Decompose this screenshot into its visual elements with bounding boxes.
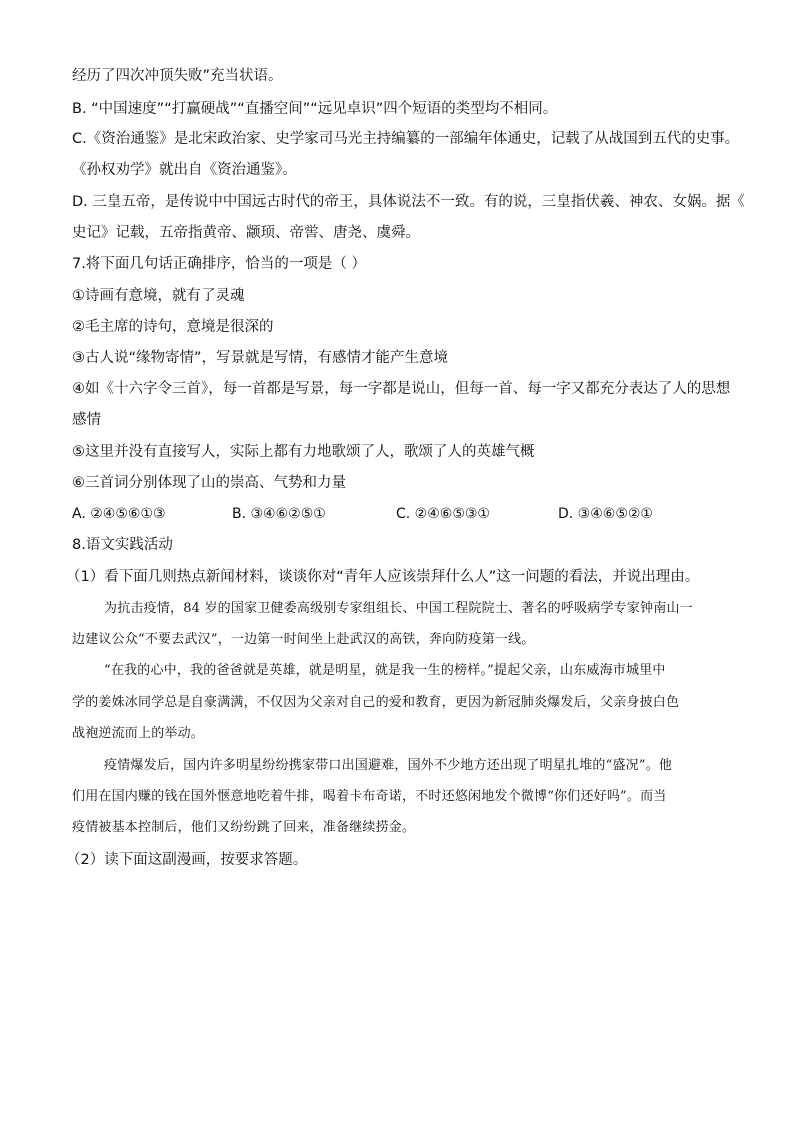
- q8-part1-prompt: （1）看下面几则热点新闻材料，谈谈你对“青年人应该崇拜什么人”这一问题的看法，并说出理由。: [66, 569, 700, 585]
- news-2-line1: “在我的心中，我的爸爸就是英雄，就是明星，就是我一生的榜样。”提起父亲，山东威海市城里中: [104, 663, 666, 678]
- q7-sentence-3: ③古人说“缘物寄情”，写景就是写情，有感情才能产生意境: [72, 350, 449, 366]
- q7-sentence-2: ②毛主席的诗句，意境是很深的: [72, 319, 274, 335]
- q7-option-a: A. ②④⑤⑥①③: [72, 506, 166, 522]
- q8-part2-prompt: （2）读下面这副漫画，按要求答题。: [66, 852, 308, 868]
- q7-sentence-4-line2: 感情: [72, 412, 101, 428]
- q7-options: [72, 505, 732, 523]
- news-1-line2: 边建议公众“不要去武汉”，一边第一时间坐上赴武汉的高铁，奔向防疫第一线。: [72, 632, 535, 647]
- q7-option-c: C. ②④⑥⑤③①: [396, 506, 490, 522]
- news-3-line3: 疫情被基本控制后，他们又纷纷跳了回来，准备继续捞金。: [72, 820, 416, 835]
- q7-sentence-4-line1: ④如《十六字令三首》，每一首都是写景，每一字都是说山，但每一首、每一字又都充分表达了人的思想: [72, 381, 731, 397]
- q7-option-d: D. ③④⑥⑤②①: [558, 506, 653, 522]
- q6-option-d-line1: D. 三皇五帝，是传说中中国远古时代的帝王，具体说法不一致。有的说，三皇指伏羲、神农、女娲。据《: [72, 194, 745, 210]
- q6-option-c-line1: C.《资治通鉴》是北宋政治家、史学家司马光主持编纂的一部编年体通史，记载了从战国到五代的史事。: [72, 131, 740, 147]
- q6-option-c-line2: 《孙权劝学》就出自《资治通鉴》。: [72, 162, 297, 178]
- q7-stem: 7.将下面几句话正确排序，恰当的一项是（ ）: [72, 256, 366, 272]
- q7-option-b: B. ③④⑥②⑤①: [232, 506, 326, 522]
- q7-sentence-1: ①诗画有意境，就有了灵魂: [72, 288, 245, 304]
- q6-option-a-tail: 经历了四次冲顶失败”充当状语。: [72, 68, 283, 84]
- q7-sentence-5: ⑤这里并没有直接写人，实际上都有力地歌颂了人，歌颂了人的英雄气概: [72, 444, 535, 460]
- q6-option-d-line2: 史记》记载，五帝指黄帝、颛顼、帝喾、唐尧、虞舜。: [72, 225, 420, 241]
- news-2-line3: 战袍逆流而上的举动。: [72, 726, 205, 741]
- q7-sentence-6: ⑥三首词分别体现了山的崇高、气势和力量: [72, 475, 346, 491]
- news-2-line2: 学的姜姝冰同学总是自豪满满，不仅因为父亲对自己的爱和教育，更因为新冠肺炎爆发后，父亲身披白色: [72, 695, 680, 710]
- news-1-line1: 为抗击疫情，84 岁的国家卫健委高级别专家组组长、中国工程院院士、著名的呼吸病学专家钟南山一: [104, 601, 693, 616]
- news-3-line1: 疫情爆发后，国内许多明星纷纷携家带口出国避难，国外不少地方还出现了明星扎堆的“盛况”。他: [104, 758, 673, 773]
- q8-title: 8.语文实践活动: [72, 537, 173, 553]
- news-3-line2: 们用在国内赚的钱在国外惬意地吃着牛排，喝着卡布奇诺，不时还悠闲地发个微博“你们还好吗”。而当: [72, 789, 667, 804]
- q6-option-b: B. “中国速度”“打赢硬战”“直播空间”“远见卓识”四个短语的类型均不相同。: [72, 101, 558, 117]
